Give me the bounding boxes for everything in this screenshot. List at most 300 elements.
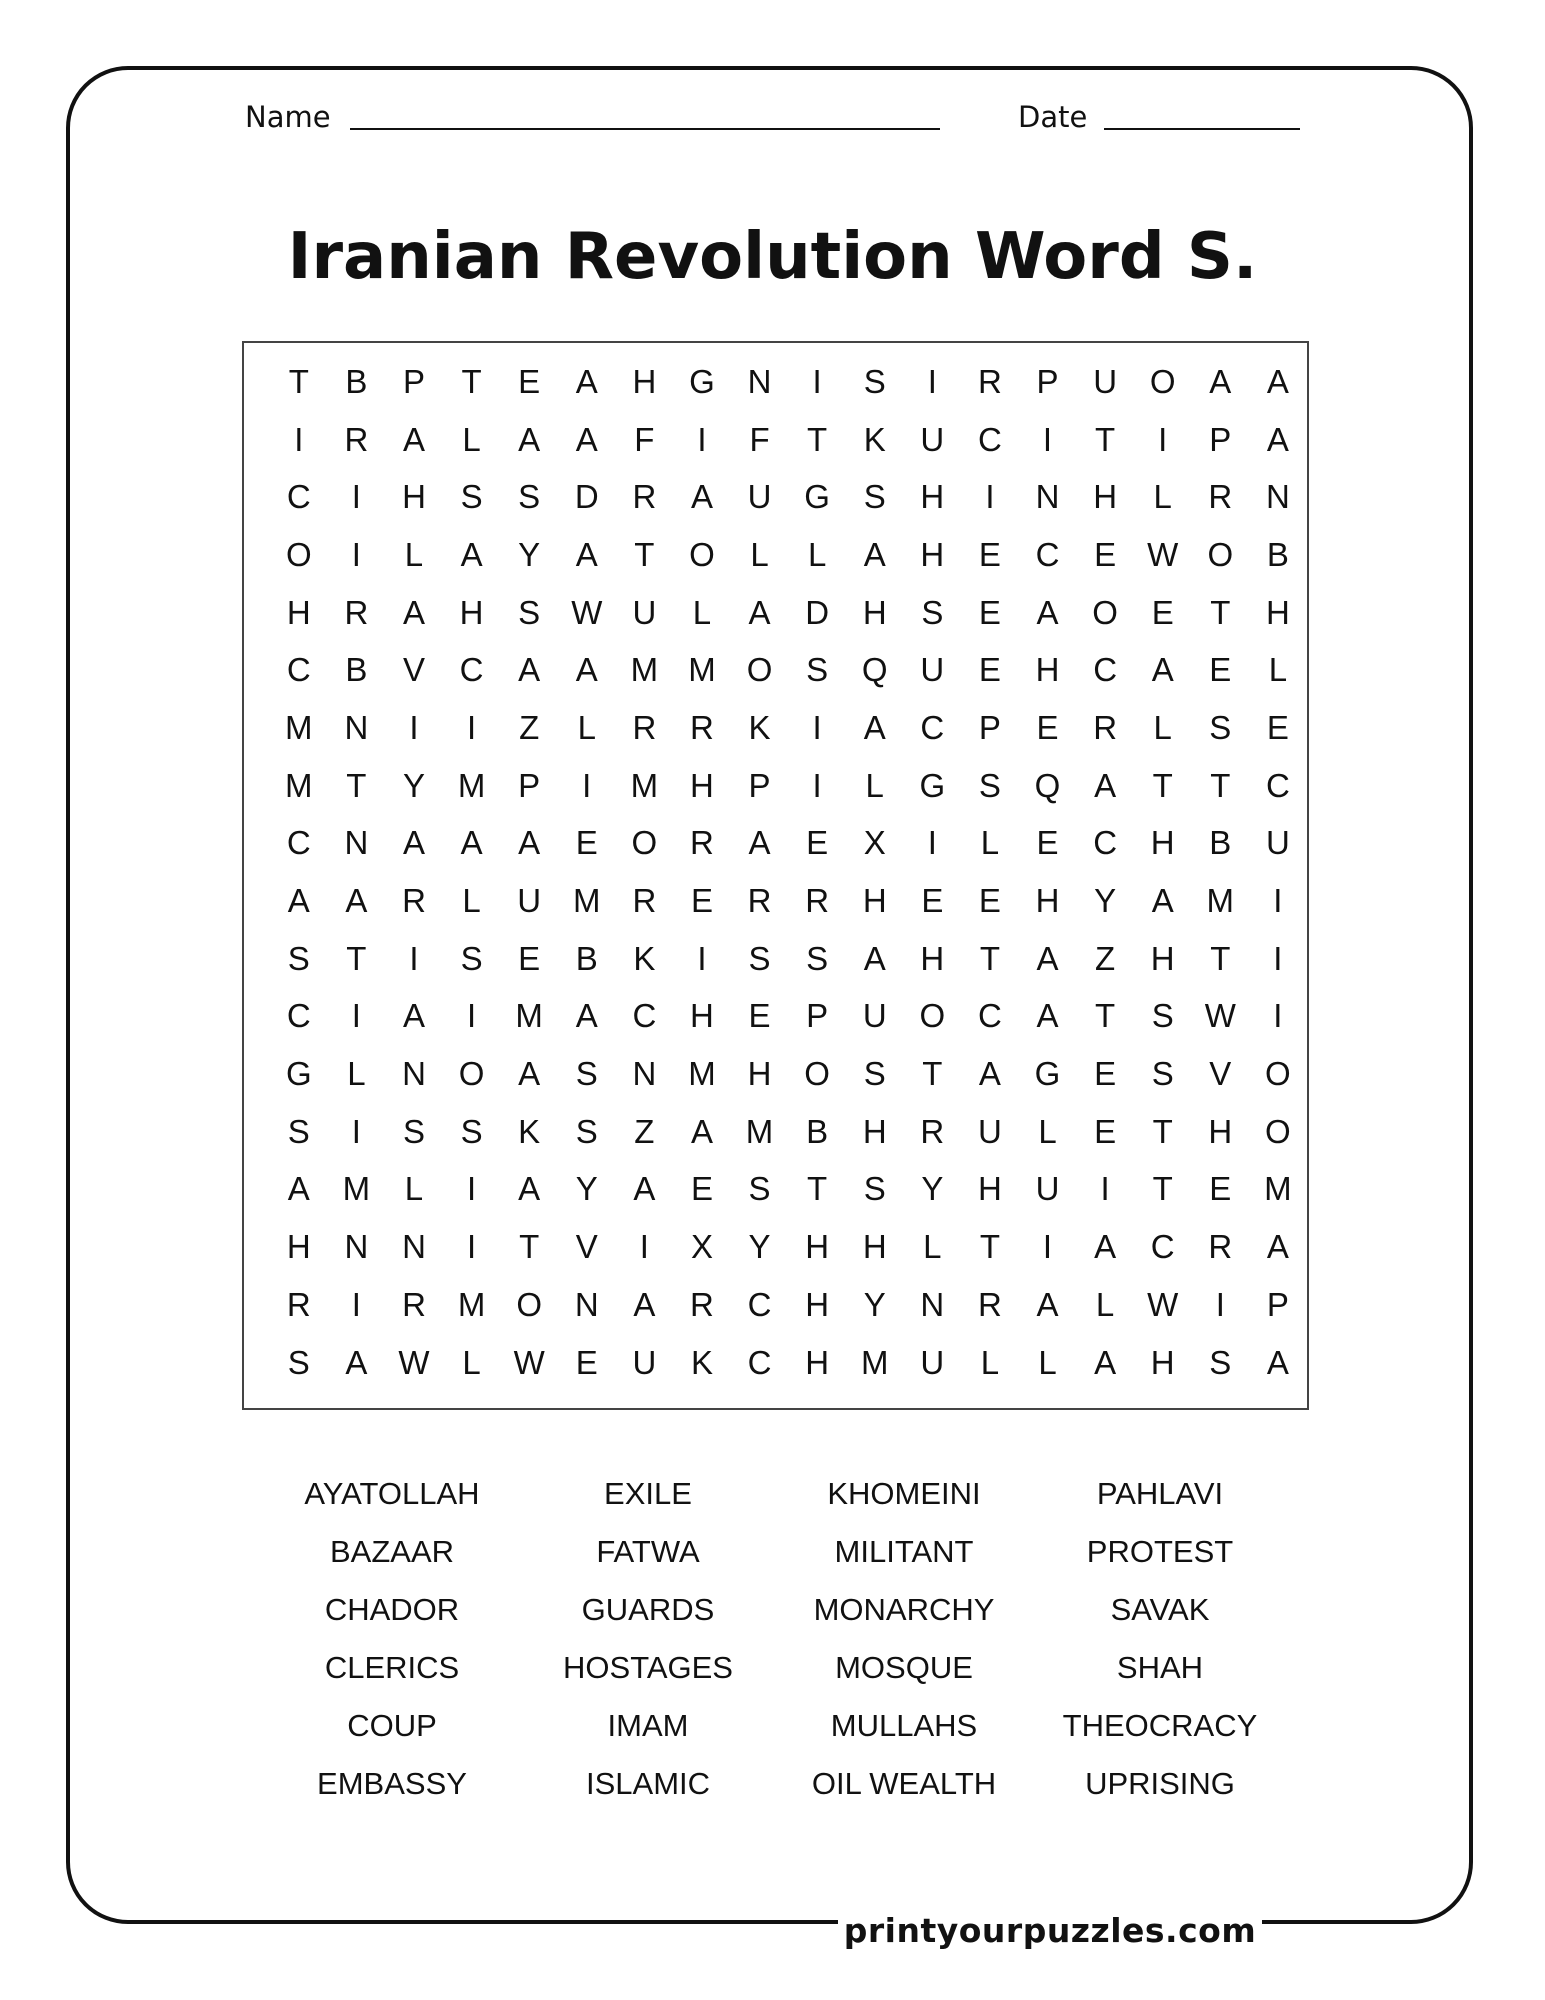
grid-cell[interactable]: N	[344, 824, 369, 862]
grid-cell[interactable]: A	[287, 1170, 310, 1208]
grid-cell[interactable]: H	[862, 1228, 887, 1266]
grid-cell[interactable]: H	[1265, 593, 1290, 631]
grid-cell[interactable]: T	[288, 362, 309, 400]
grid-cell[interactable]: R	[747, 882, 772, 920]
grid-cell[interactable]: F	[634, 420, 655, 458]
grid-cell[interactable]: S	[460, 1112, 483, 1150]
grid-cell[interactable]: A	[1266, 420, 1289, 458]
grid-cell[interactable]: C	[1035, 535, 1060, 573]
grid-cell[interactable]: H	[1035, 651, 1060, 689]
grid-cell[interactable]: H	[805, 1343, 830, 1381]
grid-cell[interactable]: A	[575, 362, 598, 400]
grid-cell[interactable]: Y	[748, 1228, 771, 1266]
grid-cell[interactable]: R	[690, 824, 714, 862]
grid-cell[interactable]: N	[402, 1055, 426, 1093]
grid-cell[interactable]: N	[1265, 478, 1290, 516]
grid-cell[interactable]: Y	[863, 1285, 886, 1323]
grid-cell[interactable]: P	[1209, 420, 1232, 458]
grid-cell[interactable]: P	[806, 997, 829, 1035]
grid-cell[interactable]: H	[1150, 939, 1175, 977]
grid-cell[interactable]: R	[632, 882, 657, 920]
grid-cell[interactable]: A	[1094, 766, 1117, 804]
grid-cell[interactable]: E	[978, 593, 1001, 631]
grid-cell[interactable]: E	[690, 1170, 713, 1208]
grid-cell[interactable]: U	[517, 882, 542, 920]
grid-cell[interactable]: S	[806, 939, 829, 977]
grid-cell[interactable]: U	[632, 593, 657, 631]
grid-cell[interactable]: T	[1210, 766, 1231, 804]
grid-cell[interactable]: T	[1095, 997, 1116, 1035]
grid-cell[interactable]: R	[978, 362, 1002, 400]
grid-cell[interactable]: P	[1266, 1285, 1289, 1323]
grid-cell[interactable]: X	[863, 824, 886, 862]
grid-cell[interactable]: G	[804, 478, 830, 516]
grid-cell[interactable]: H	[862, 593, 887, 631]
grid-cell[interactable]: M	[688, 1055, 716, 1093]
grid-cell[interactable]: C	[747, 1285, 772, 1323]
grid-cell[interactable]: L	[865, 766, 884, 804]
grid-cell[interactable]: U	[747, 478, 772, 516]
grid-cell[interactable]: T	[461, 362, 482, 400]
grid-cell[interactable]: I	[812, 708, 822, 746]
name-line[interactable]	[350, 128, 940, 130]
grid-cell[interactable]: V	[575, 1228, 598, 1266]
grid-cell[interactable]: L	[980, 824, 1000, 862]
grid-cell[interactable]: A	[1209, 362, 1232, 400]
grid-cell[interactable]: Y	[1094, 882, 1117, 920]
grid-cell[interactable]: C	[459, 651, 484, 689]
grid-cell[interactable]: R	[805, 882, 830, 920]
grid-cell[interactable]: A	[575, 535, 598, 573]
grid-cell[interactable]: W	[398, 1343, 430, 1381]
grid-cell[interactable]: C	[1265, 766, 1290, 804]
grid-cell[interactable]: M	[342, 1170, 371, 1208]
grid-cell[interactable]: R	[978, 1285, 1002, 1323]
grid-cell[interactable]: T	[979, 1228, 1000, 1266]
grid-cell[interactable]: H	[805, 1228, 830, 1266]
grid-cell[interactable]: A	[748, 824, 771, 862]
grid-cell[interactable]: N	[344, 1228, 369, 1266]
grid-cell[interactable]: O	[919, 997, 946, 1035]
grid-cell[interactable]: N	[920, 1285, 945, 1323]
grid-cell[interactable]: O	[285, 535, 312, 573]
grid-cell[interactable]: W	[1147, 535, 1179, 573]
grid-cell[interactable]: G	[919, 766, 946, 804]
grid-cell[interactable]: P	[1036, 362, 1059, 400]
grid-cell[interactable]: S	[921, 593, 944, 631]
grid-cell[interactable]: G	[1034, 1055, 1061, 1093]
grid-cell[interactable]: I	[1100, 1170, 1110, 1208]
grid-cell[interactable]: T	[807, 420, 828, 458]
grid-cell[interactable]: M	[630, 651, 659, 689]
grid-cell[interactable]: E	[978, 651, 1001, 689]
grid-cell[interactable]: T	[1210, 593, 1231, 631]
grid-cell[interactable]: M	[457, 1285, 486, 1323]
grid-cell[interactable]: A	[460, 535, 483, 573]
grid-cell[interactable]: R	[1208, 1228, 1233, 1266]
grid-cell[interactable]: C	[1150, 1228, 1175, 1266]
grid-cell[interactable]: S	[863, 1170, 886, 1208]
grid-cell[interactable]: S	[460, 478, 483, 516]
grid-cell[interactable]: O	[458, 1055, 485, 1093]
grid-cell[interactable]: K	[633, 939, 656, 977]
grid-cell[interactable]: A	[978, 1055, 1001, 1093]
grid-cell[interactable]: I	[351, 478, 361, 516]
grid-cell[interactable]: O	[1092, 593, 1118, 631]
grid-cell[interactable]: V	[1209, 1055, 1232, 1093]
grid-cell[interactable]: S	[575, 1112, 598, 1150]
grid-cell[interactable]: A	[1266, 362, 1289, 400]
grid-cell[interactable]: A	[1036, 593, 1059, 631]
grid-cell[interactable]: I	[351, 1112, 361, 1150]
grid-cell[interactable]: I	[294, 420, 304, 458]
grid-cell[interactable]: I	[812, 362, 822, 400]
grid-cell[interactable]: N	[632, 1055, 657, 1093]
grid-cell[interactable]: A	[345, 1343, 368, 1381]
grid-cell[interactable]: H	[1208, 1112, 1233, 1150]
grid-cell[interactable]: A	[1094, 1343, 1117, 1381]
grid-cell[interactable]: T	[1210, 939, 1231, 977]
grid-cell[interactable]: U	[920, 651, 945, 689]
grid-cell[interactable]: E	[1036, 824, 1059, 862]
grid-cell[interactable]: A	[460, 824, 483, 862]
grid-cell[interactable]: N	[402, 1228, 426, 1266]
grid-cell[interactable]: I	[639, 1228, 649, 1266]
grid-cell[interactable]: L	[923, 1228, 942, 1266]
grid-cell[interactable]: E	[978, 535, 1001, 573]
grid-cell[interactable]: F	[749, 420, 770, 458]
grid-cell[interactable]: H	[459, 593, 484, 631]
grid-cell[interactable]: A	[633, 1285, 656, 1323]
grid-cell[interactable]: L	[1153, 478, 1172, 516]
grid-cell[interactable]: I	[351, 535, 361, 573]
grid-cell[interactable]: C	[1093, 651, 1118, 689]
grid-cell[interactable]: H	[632, 362, 657, 400]
grid-cell[interactable]: O	[689, 535, 715, 573]
grid-cell[interactable]: L	[1095, 1285, 1115, 1323]
grid-cell[interactable]: U	[1265, 824, 1290, 862]
grid-cell[interactable]: A	[402, 420, 425, 458]
grid-cell[interactable]: N	[747, 362, 772, 400]
grid-cell[interactable]: S	[806, 651, 829, 689]
grid-cell[interactable]: C	[978, 997, 1002, 1035]
grid-cell[interactable]: R	[690, 1285, 714, 1323]
grid-cell[interactable]: P	[518, 766, 541, 804]
grid-cell[interactable]: L	[404, 1170, 424, 1208]
grid-cell[interactable]: A	[402, 824, 425, 862]
grid-cell[interactable]: M	[630, 766, 659, 804]
grid-cell[interactable]: C	[1093, 824, 1118, 862]
grid-cell[interactable]: M	[285, 766, 313, 804]
grid-cell[interactable]: L	[577, 708, 596, 746]
grid-cell[interactable]: S	[402, 1112, 425, 1150]
grid-cell[interactable]: H	[805, 1285, 830, 1323]
grid-cell[interactable]: N	[1035, 478, 1060, 516]
grid-cell[interactable]: U	[862, 997, 887, 1035]
grid-cell[interactable]: E	[1266, 708, 1289, 746]
grid-cell[interactable]: M	[285, 708, 313, 746]
grid-cell[interactable]: E	[575, 824, 598, 862]
grid-cell[interactable]: A	[575, 420, 598, 458]
grid-cell[interactable]: A	[748, 593, 771, 631]
grid-cell[interactable]: H	[920, 535, 945, 573]
grid-cell[interactable]: H	[402, 478, 426, 516]
grid-cell[interactable]: H	[978, 1170, 1002, 1208]
grid-cell[interactable]: I	[697, 420, 707, 458]
grid-cell[interactable]: O	[746, 651, 773, 689]
grid-cell[interactable]: E	[575, 1343, 598, 1381]
grid-cell[interactable]: I	[1215, 1285, 1225, 1323]
grid-cell[interactable]: T	[1152, 1170, 1173, 1208]
grid-cell[interactable]: E	[1036, 708, 1059, 746]
grid-cell[interactable]: M	[573, 882, 601, 920]
grid-cell[interactable]: K	[863, 420, 886, 458]
grid-cell[interactable]: K	[748, 708, 771, 746]
grid-cell[interactable]: T	[979, 939, 1000, 977]
grid-cell[interactable]: A	[1036, 1285, 1059, 1323]
grid-cell[interactable]: I	[812, 766, 822, 804]
grid-cell[interactable]: W	[571, 593, 603, 631]
grid-cell[interactable]: A	[575, 651, 598, 689]
grid-cell[interactable]: O	[1265, 1112, 1291, 1150]
grid-cell[interactable]: U	[920, 1343, 945, 1381]
grid-cell[interactable]: W	[1147, 1285, 1179, 1323]
grid-cell[interactable]: R	[1208, 478, 1233, 516]
grid-cell[interactable]: A	[1151, 882, 1174, 920]
grid-cell[interactable]: S	[1151, 997, 1174, 1035]
grid-cell[interactable]: A	[345, 882, 368, 920]
grid-cell[interactable]: W	[1204, 997, 1236, 1035]
grid-cell[interactable]: M	[1264, 1170, 1292, 1208]
grid-cell[interactable]: L	[692, 593, 712, 631]
grid-cell[interactable]: I	[351, 1285, 361, 1323]
grid-cell[interactable]: C	[286, 651, 311, 689]
grid-cell[interactable]: E	[1094, 1112, 1117, 1150]
grid-cell[interactable]: A	[402, 593, 425, 631]
grid-cell[interactable]: C	[747, 1343, 772, 1381]
grid-cell[interactable]: S	[978, 766, 1001, 804]
grid-cell[interactable]: M	[688, 651, 716, 689]
grid-cell[interactable]: Z	[634, 1112, 655, 1150]
grid-cell[interactable]: K	[690, 1343, 713, 1381]
grid-cell[interactable]: I	[1158, 420, 1168, 458]
grid-cell[interactable]: T	[1095, 420, 1116, 458]
grid-cell[interactable]: S	[460, 939, 483, 977]
grid-cell[interactable]: R	[344, 420, 369, 458]
grid-cell[interactable]: E	[1094, 1055, 1117, 1093]
grid-cell[interactable]: H	[1093, 478, 1118, 516]
grid-cell[interactable]: Y	[921, 1170, 944, 1208]
grid-cell[interactable]: A	[402, 997, 425, 1035]
grid-cell[interactable]: A	[863, 939, 886, 977]
grid-cell[interactable]: H	[286, 593, 311, 631]
grid-cell[interactable]: G	[285, 1055, 312, 1093]
grid-cell[interactable]: E	[748, 997, 771, 1035]
grid-cell[interactable]: B	[345, 651, 368, 689]
grid-cell[interactable]: H	[862, 1112, 887, 1150]
grid-cell[interactable]: C	[978, 420, 1002, 458]
grid-cell[interactable]: E	[806, 824, 829, 862]
grid-cell[interactable]: M	[1206, 882, 1235, 920]
grid-cell[interactable]: B	[575, 939, 598, 977]
grid-cell[interactable]: S	[518, 593, 541, 631]
grid-cell[interactable]: U	[1035, 1170, 1060, 1208]
grid-cell[interactable]: H	[920, 939, 945, 977]
grid-cell[interactable]: T	[519, 1228, 540, 1266]
grid-cell[interactable]: E	[518, 362, 541, 400]
grid-cell[interactable]: A	[518, 1055, 541, 1093]
grid-cell[interactable]: I	[351, 997, 361, 1035]
grid-cell[interactable]: U	[920, 420, 945, 458]
grid-cell[interactable]: O	[1207, 535, 1234, 573]
grid-cell[interactable]: M	[515, 997, 543, 1035]
grid-cell[interactable]: Y	[518, 535, 541, 573]
grid-cell[interactable]: C	[632, 997, 657, 1035]
grid-cell[interactable]: W	[513, 1343, 545, 1381]
grid-cell[interactable]: Q	[861, 651, 888, 689]
grid-cell[interactable]: L	[980, 1343, 1000, 1381]
grid-cell[interactable]: Q	[1034, 766, 1061, 804]
grid-cell[interactable]: L	[347, 1055, 366, 1093]
grid-cell[interactable]: I	[466, 997, 477, 1035]
grid-cell[interactable]: A	[518, 824, 541, 862]
grid-cell[interactable]: S	[863, 362, 886, 400]
grid-cell[interactable]: C	[286, 478, 311, 516]
grid-cell[interactable]: I	[582, 766, 592, 804]
grid-cell[interactable]: R	[344, 593, 369, 631]
grid-cell[interactable]: E	[1209, 651, 1232, 689]
grid-cell[interactable]: A	[1036, 997, 1059, 1035]
grid-cell[interactable]: E	[1151, 593, 1174, 631]
grid-cell[interactable]: I	[409, 708, 419, 746]
grid-cell[interactable]: I	[697, 939, 707, 977]
grid-cell[interactable]: M	[860, 1343, 889, 1381]
grid-cell[interactable]: H	[1035, 882, 1060, 920]
grid-cell[interactable]: E	[1094, 535, 1117, 573]
grid-cell[interactable]: S	[1209, 708, 1232, 746]
grid-cell[interactable]: I	[466, 1228, 477, 1266]
grid-cell[interactable]: B	[1266, 535, 1289, 573]
grid-cell[interactable]: I	[409, 939, 419, 977]
grid-cell[interactable]: E	[518, 939, 541, 977]
grid-cell[interactable]: S	[287, 939, 310, 977]
grid-cell[interactable]: R	[632, 478, 657, 516]
grid-cell[interactable]: I	[466, 708, 477, 746]
grid-cell[interactable]: L	[1038, 1343, 1057, 1381]
grid-cell[interactable]: A	[518, 651, 541, 689]
date-line[interactable]	[1104, 128, 1300, 130]
grid-cell[interactable]: O	[804, 1055, 830, 1093]
grid-cell[interactable]: I	[927, 362, 937, 400]
grid-cell[interactable]: T	[922, 1055, 943, 1093]
grid-cell[interactable]: L	[462, 1343, 481, 1381]
grid-cell[interactable]: I	[1042, 1228, 1053, 1266]
grid-cell[interactable]: K	[518, 1112, 541, 1150]
grid-cell[interactable]: I	[927, 824, 937, 862]
grid-cell[interactable]: B	[806, 1112, 829, 1150]
grid-cell[interactable]: A	[287, 882, 310, 920]
grid-cell[interactable]: A	[690, 478, 713, 516]
grid-cell[interactable]: D	[574, 478, 599, 516]
grid-cell[interactable]: N	[344, 708, 369, 746]
grid-cell[interactable]: S	[1209, 1343, 1232, 1381]
grid-cell[interactable]: R	[632, 708, 657, 746]
grid-cell[interactable]: S	[287, 1112, 310, 1150]
grid-cell[interactable]: R	[402, 882, 426, 920]
grid-cell[interactable]: R	[1093, 708, 1118, 746]
grid-cell[interactable]: T	[346, 939, 367, 977]
grid-cell[interactable]: Z	[1095, 939, 1116, 977]
grid-cell[interactable]: N	[574, 1285, 599, 1323]
grid-cell[interactable]: C	[920, 708, 945, 746]
grid-cell[interactable]: H	[1150, 824, 1175, 862]
grid-cell[interactable]: M	[457, 766, 486, 804]
grid-cell[interactable]: A	[633, 1170, 656, 1208]
grid-cell[interactable]: S	[1151, 1055, 1174, 1093]
grid-cell[interactable]: H	[747, 1055, 772, 1093]
grid-cell[interactable]: P	[402, 362, 425, 400]
grid-cell[interactable]: H	[920, 478, 945, 516]
grid-cell[interactable]: O	[516, 1285, 542, 1323]
grid-cell[interactable]: T	[1152, 766, 1173, 804]
grid-cell[interactable]: H	[690, 766, 714, 804]
grid-cell[interactable]: T	[346, 766, 367, 804]
grid-cell[interactable]: A	[690, 1112, 713, 1150]
grid-cell[interactable]: E	[921, 882, 944, 920]
grid-cell[interactable]: S	[748, 1170, 771, 1208]
grid-cell[interactable]: C	[286, 997, 311, 1035]
grid-cell[interactable]: A	[518, 420, 541, 458]
grid-cell[interactable]: I	[985, 478, 995, 516]
grid-cell[interactable]: A	[863, 708, 886, 746]
grid-cell[interactable]: L	[404, 535, 424, 573]
grid-cell[interactable]: S	[748, 939, 771, 977]
grid-cell[interactable]: I	[1273, 939, 1283, 977]
grid-cell[interactable]: V	[402, 651, 425, 689]
grid-cell[interactable]: P	[748, 766, 771, 804]
grid-cell[interactable]: A	[1151, 651, 1174, 689]
grid-cell[interactable]: U	[632, 1343, 657, 1381]
grid-cell[interactable]: Y	[402, 766, 425, 804]
grid-cell[interactable]: L	[1268, 651, 1288, 689]
grid-cell[interactable]: Y	[575, 1170, 598, 1208]
grid-cell[interactable]: A	[1266, 1228, 1289, 1266]
grid-cell[interactable]: H	[862, 882, 887, 920]
grid-cell[interactable]: E	[690, 882, 713, 920]
grid-cell[interactable]: Z	[519, 708, 540, 746]
grid-cell[interactable]: I	[1273, 997, 1283, 1035]
grid-cell[interactable]: L	[750, 535, 769, 573]
grid-cell[interactable]: S	[575, 1055, 598, 1093]
grid-cell[interactable]: R	[920, 1112, 945, 1150]
grid-cell[interactable]: I	[466, 1170, 477, 1208]
grid-cell[interactable]: O	[631, 824, 658, 862]
grid-cell[interactable]: H	[690, 997, 714, 1035]
grid-cell[interactable]: U	[1093, 362, 1118, 400]
grid-cell[interactable]: T	[634, 535, 655, 573]
grid-cell[interactable]: S	[287, 1343, 310, 1381]
grid-cell[interactable]: C	[286, 824, 311, 862]
grid-cell[interactable]: P	[978, 708, 1001, 746]
grid-cell[interactable]: L	[462, 420, 481, 458]
grid-cell[interactable]: H	[1150, 1343, 1175, 1381]
grid-cell[interactable]: X	[690, 1228, 713, 1266]
grid-cell[interactable]: B	[345, 362, 368, 400]
grid-cell[interactable]: T	[807, 1170, 828, 1208]
grid-cell[interactable]: R	[690, 708, 714, 746]
grid-cell[interactable]: A	[1094, 1228, 1117, 1266]
grid-cell[interactable]: A	[863, 535, 886, 573]
